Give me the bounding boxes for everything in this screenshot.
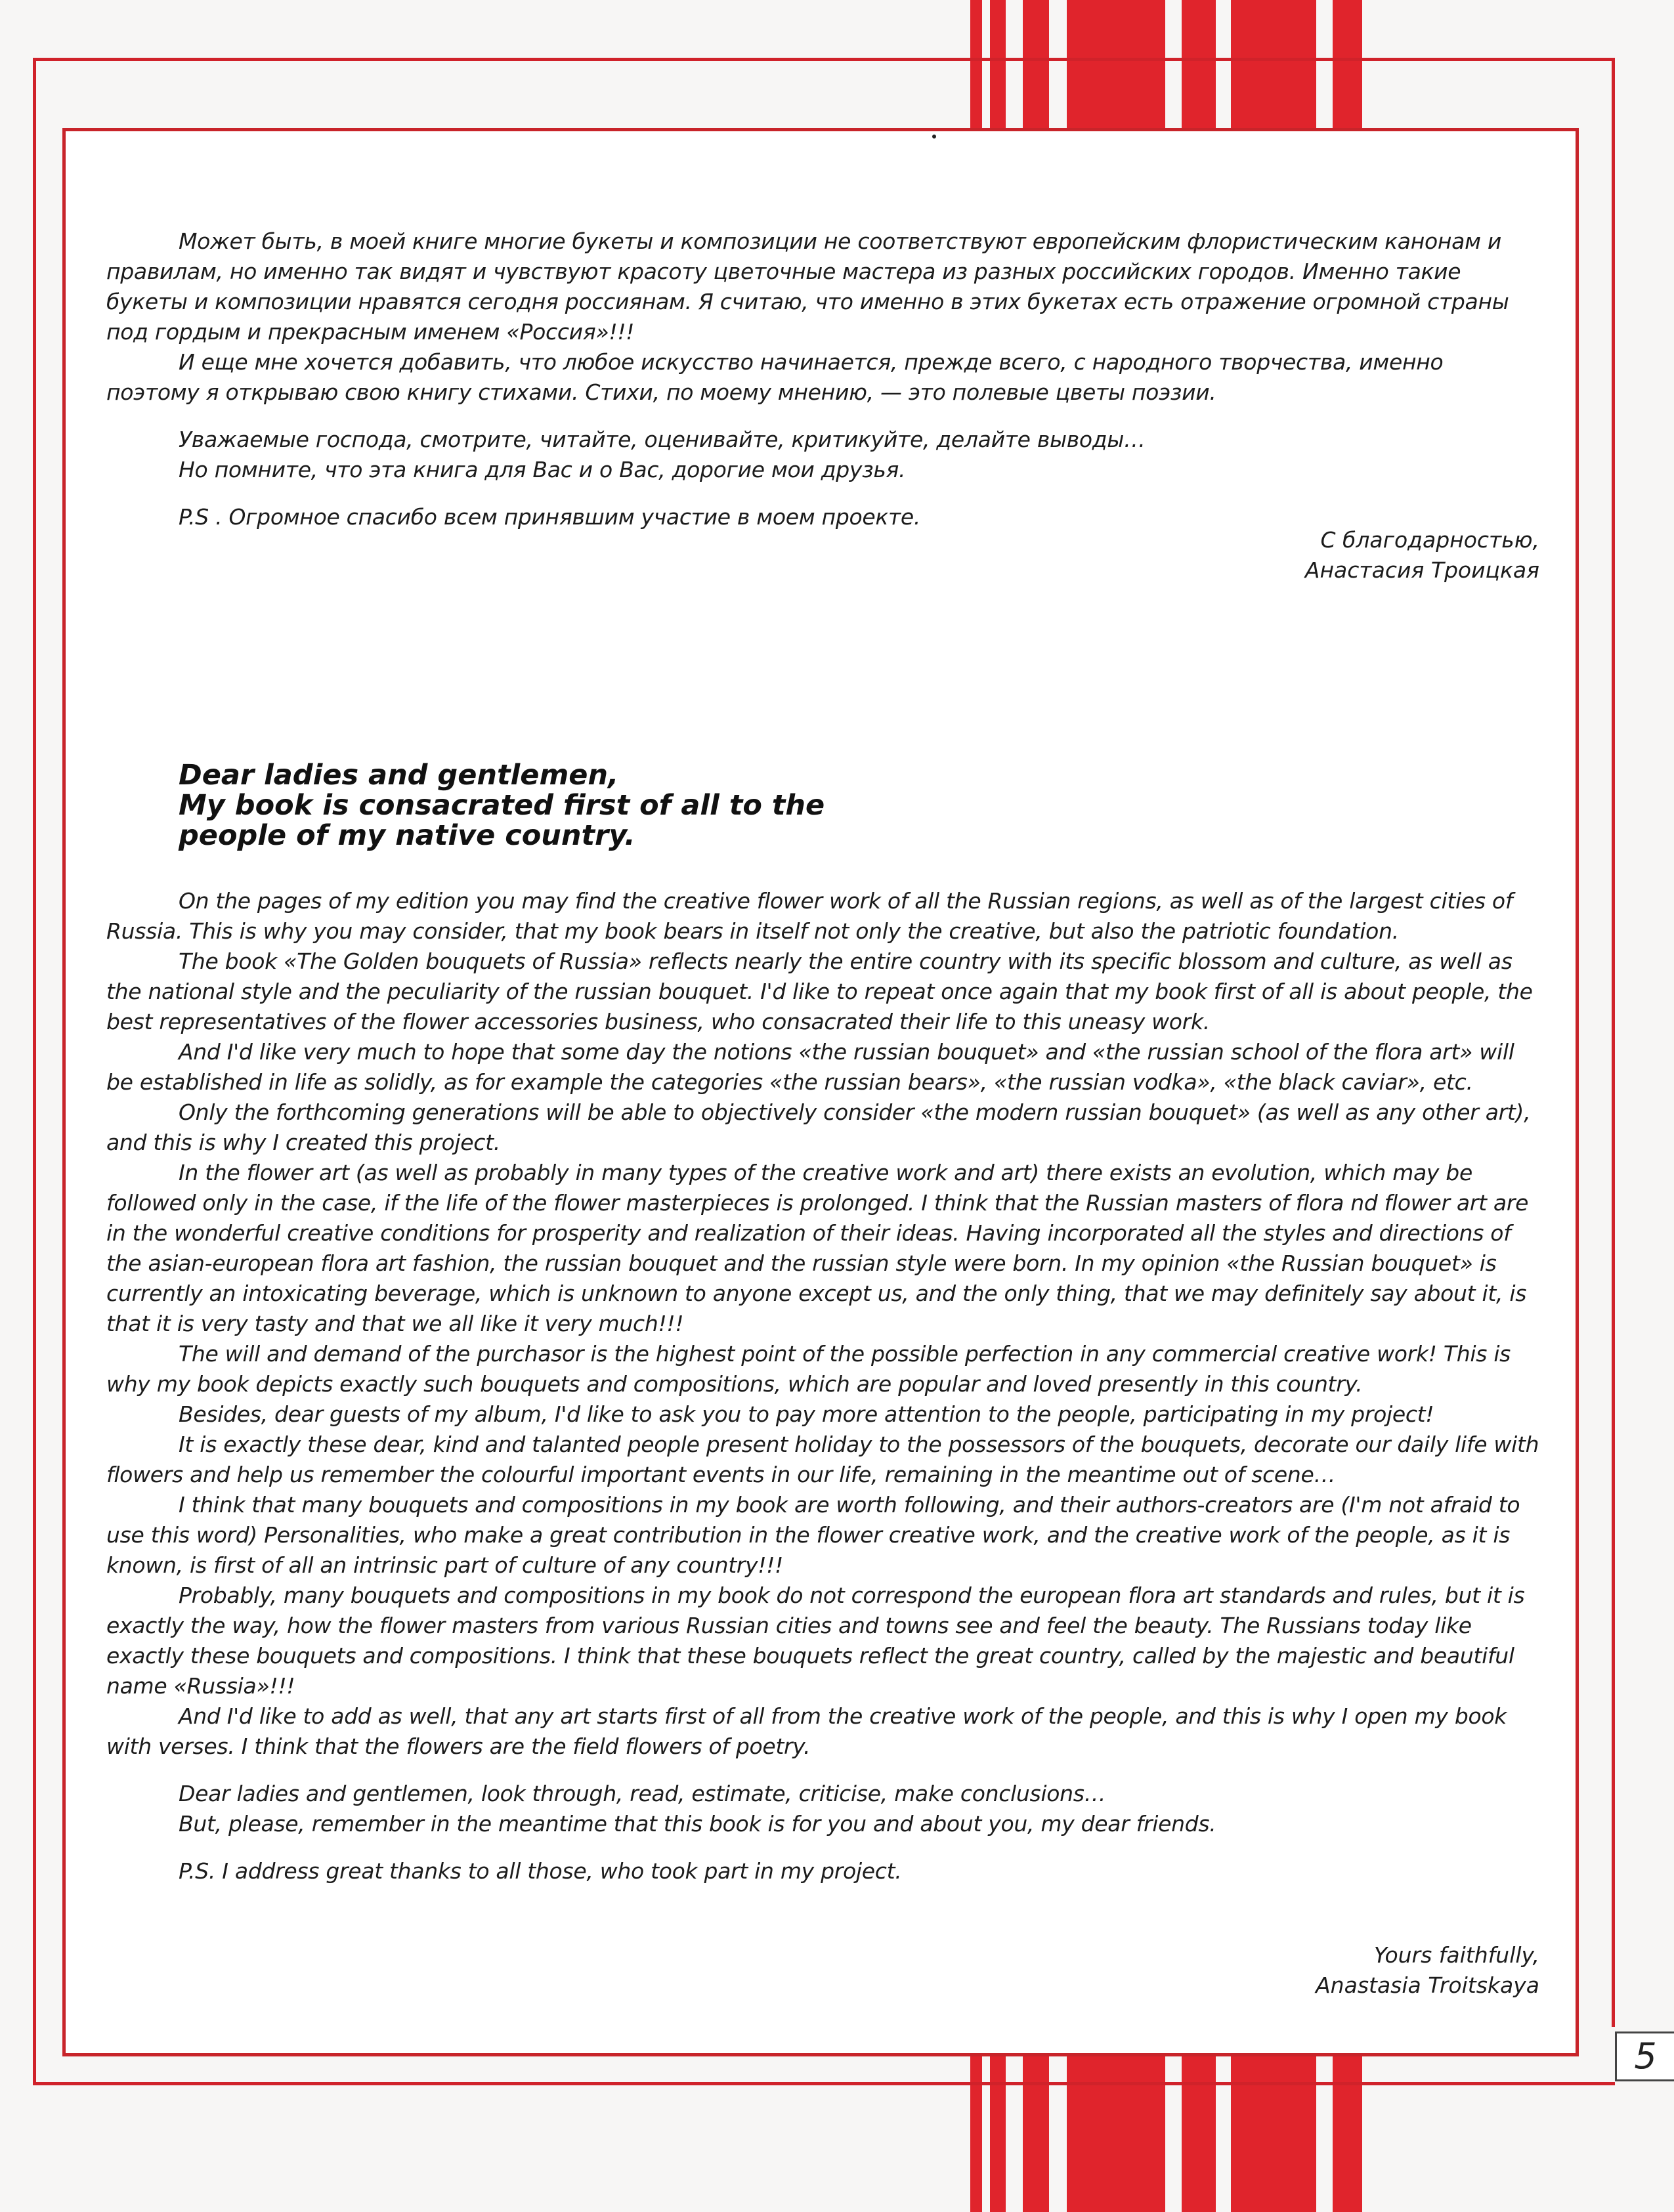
decorative-dot <box>932 135 936 138</box>
english-signature-closing: Yours faithfully, <box>1373 1942 1539 1968</box>
english-signature-name: Anastasia Troitskaya <box>1316 1972 1539 1998</box>
bottom-stripe-5 <box>1182 2056 1216 2212</box>
english-paragraph: Only the forthcoming generations will be able to objectively consider «the modern russian bouquet» (as well as any other art), and this is why I created this project. <box>106 1099 1531 1155</box>
outer-rule-bottom <box>33 2082 1615 2085</box>
english-paragraph: And I'd like to add as well, that any art starts first of all from the creative work of the people, and this is why I open my book with verses. I think that the flowers are the field flowers of poetry. <box>106 1703 1507 1759</box>
top-stripe-7 <box>1333 0 1362 128</box>
english-paragraph: It is exactly these dear, kind and talanted people present holiday to the possessors of the bouquets, decorate our daily life with flowers and help us remember the colourful important events in our life, remaining in the meantime out of scene… <box>106 1432 1539 1487</box>
bottom-stripe-7 <box>1333 2056 1362 2212</box>
english-paragraph: Besides, dear guests of my album, I'd like to ask you to pay more attention to the people, participating in my project! <box>179 1401 1434 1427</box>
english-postscript: P.S. I address great thanks to all those, who took part in my project. <box>179 1858 902 1884</box>
outer-rule-top <box>33 58 1615 61</box>
english-paragraph: And I'd like very much to hope that some day the notions «the russian bouquet» and «the russian school of the flora art» will be established in life as solidly, as for example the categories «the russian bears», «the russian vodka», «the black caviar», etc. <box>106 1039 1514 1095</box>
bottom-stripe-3 <box>1023 2056 1049 2212</box>
russian-text-block <box>106 226 1543 532</box>
russian-signature-name: Анастасия Троицкая <box>1304 557 1539 583</box>
page-number: 5 <box>1615 2031 1674 2081</box>
top-stripe-4 <box>1067 0 1165 128</box>
russian-signature <box>1305 525 1539 585</box>
english-text-block <box>106 886 1543 1886</box>
russian-address-line: Уважаемые господа, смотрите, читайте, оценивайте, критикуйте, делайте выводы… <box>179 427 1146 452</box>
heading-line: Dear ladies and gentlemen, <box>179 759 619 792</box>
top-stripe-5 <box>1182 0 1216 128</box>
english-paragraph: The will and demand of the purchasor is the highest point of the possible perfection in any commercial creative work! This is why my book depicts exactly such bouquets and compositions, which are popular and loved presently in this country. <box>106 1341 1511 1397</box>
english-signature <box>1316 1940 1539 2001</box>
bottom-stripe-6 <box>1231 2056 1316 2212</box>
english-paragraph: In the flower art (as well as probably in many types of the creative work and art) there exists an evolution, which may be followed only in the case, if the life of the flower masterpieces is prolonged. I think that the Russian masters of flora nd flower art are in the wonderful creative conditions for prosperity and realization of their ideas. Having incorporated all the styles and directions of the asian-european flora art fashion, the russian bouquet and the russian style were born. In my opinion «the Russian bouquet» is currently an intoxicating beverage, which is unknown to anyone except us, and the only thing, that we may definitely say about it, is that it is very tasty and that we all like it very much!!! <box>106 1160 1529 1336</box>
russian-postscript: P.S . Огромное спасибо всем принявшим участие в моем проекте. <box>179 504 921 530</box>
english-paragraph: On the pages of my edition you may find the creative flower work of all the Russian regions, as well as of the largest cities of Russia. This is why you may consider, that my book bears in itself not only the creative, but also the patriotic foundation. <box>106 888 1513 944</box>
english-paragraph: I think that many bouquets and compositions in my book are worth following, and their authors-creators are (I'm not afraid to use this word) Personalities, who make a great contribution in the flower creative work, and the creative work of the people, as it is known, is first of all an intrinsic part of culture of any country!!! <box>106 1492 1520 1578</box>
heading-line: My book is consacrated first of all to the <box>179 789 825 822</box>
english-paragraph: Probably, many bouquets and compositions in my book do not correspond the european flora art standards and rules, but it is exactly the way, how the flower masters from various Russian cities and towns see and feel the beauty. The Russians today like exactly these bouquets and compositions. I think that these bouquets reflect the great country, called by the majestic and beautiful name «Russia»!!! <box>106 1583 1525 1699</box>
english-paragraph: The book «The Golden bouquets of Russia» reflects nearly the entire country with its specific blossom and culture, as well as the national style and the peculiarity of the russian bouquet. I'd like to repeat once again that my book first of all is about people, the best representatives of the flower accessories business, who consacrated their life to this uneasy work. <box>106 948 1533 1034</box>
english-address-line: Dear ladies and gentlemen, look through, read, estimate, criticise, make conclusions… <box>179 1781 1106 1806</box>
bottom-stripe-1 <box>970 2056 982 2212</box>
top-stripe-6 <box>1231 0 1316 128</box>
outer-rule-right <box>1612 58 1615 2027</box>
russian-signature-closing: С благодарностью, <box>1320 527 1539 553</box>
english-heading <box>179 760 1163 851</box>
outer-rule-left <box>33 58 36 2085</box>
top-stripe-1 <box>970 0 982 128</box>
bottom-stripe-4 <box>1067 2056 1165 2212</box>
russian-paragraph: Может быть, в моей книге многие букеты и композиции не соответствуют европейским флористическим канонам и правилам, но именно так видят и чувствуют красоту цветочные мастера из разных российских городов. Именно такие букеты и композиции нравятся сегодня россиянам. Я считаю, что именно в этих букетах есть отражение огромной страны под гордым и прекрасным именем «Россия»!!! <box>106 228 1509 345</box>
english-address-line: But, please, remember in the meantime that this book is for you and about you, my dear friends. <box>179 1811 1216 1837</box>
top-stripe-3 <box>1023 0 1049 128</box>
russian-paragraph: И еще мне хочется добавить, что любое искусство начинается, прежде всего, с народного творчества, именно поэтому я открываю свою книгу стихами. Стихи, по моему мнению, — это полевые цветы поэзии. <box>106 349 1444 405</box>
bottom-stripe-2 <box>990 2056 1006 2212</box>
top-stripe-2 <box>990 0 1006 128</box>
russian-address-line: Но помните, что эта книга для Вас и о Вас, дорогие мои друзья. <box>179 457 906 482</box>
heading-line: people of my native country. <box>179 819 635 852</box>
